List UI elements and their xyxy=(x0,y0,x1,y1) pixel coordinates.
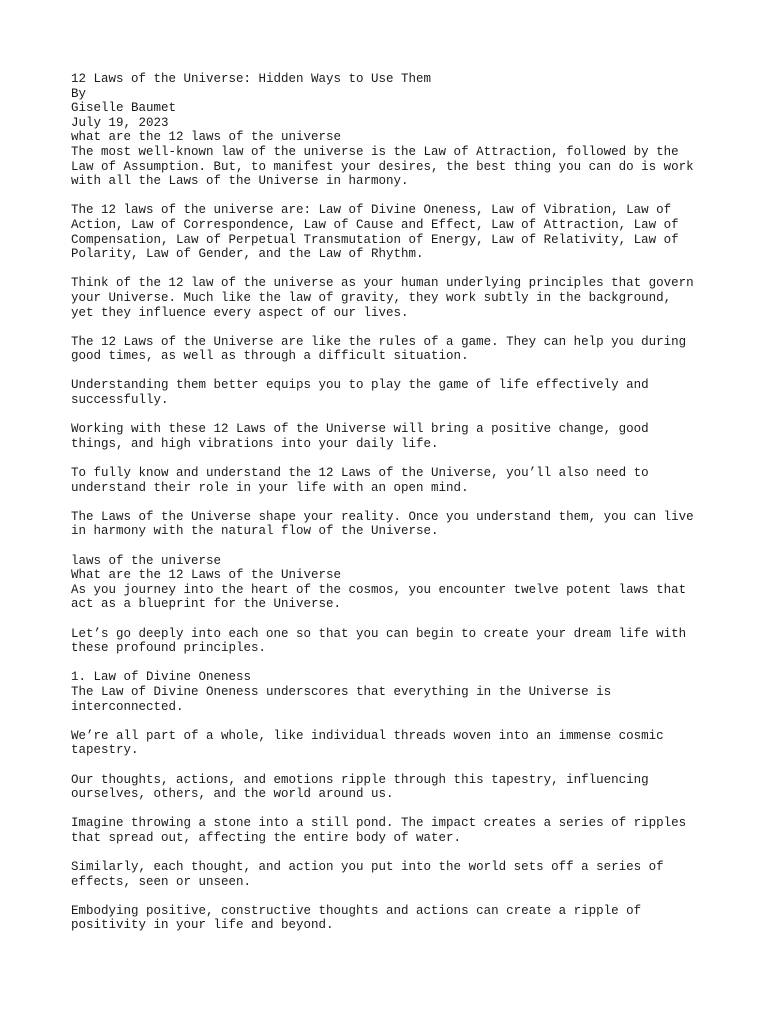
paragraph-line: The Law of Divine Oneness underscores that everything in the Universe is xyxy=(71,684,612,699)
paragraph-line: in harmony with the natural flow of the Universe. xyxy=(71,524,439,539)
paragraph-line: interconnected. xyxy=(71,699,184,714)
paragraph xyxy=(71,203,711,261)
paragraph-line: Think of the 12 law of the universe as your human underlying principles that govern xyxy=(71,276,694,291)
author-name: Giselle Baumet xyxy=(71,101,177,116)
paragraph xyxy=(71,729,711,758)
paragraph-line: To fully know and understand the 12 Laws of the Universe, you’ll also need to xyxy=(71,466,649,481)
paragraph-line: Understanding them better equips you to play the game of life effectively and xyxy=(71,378,649,393)
paragraph-line: ourselves, others, and the world around us. xyxy=(71,787,394,802)
paragraph-line: The 12 laws of the universe are: Law of Divine Oneness, Law of Vibration, Law of xyxy=(71,203,672,218)
paragraph-line: Action, Law of Correspondence, Law of Cause and Effect, Law of Attraction, Law of xyxy=(71,217,679,232)
paragraph xyxy=(71,466,711,495)
paragraph-line: What are the 12 Laws of the Universe xyxy=(71,568,342,583)
paragraph-line: As you journey into the heart of the cosmos, you encounter twelve potent laws that xyxy=(71,582,687,597)
paragraph-line: laws of the universe xyxy=(71,553,222,568)
paragraph xyxy=(71,378,711,407)
paragraph-line: with all the Laws of the Universe in harmony. xyxy=(71,174,409,189)
paragraph-line: The most well-known law of the universe is the Law of Attraction, followed by the xyxy=(71,144,679,159)
paragraph-line: Our thoughts, actions, and emotions ripple through this tapestry, influencing xyxy=(71,772,649,787)
paragraph xyxy=(71,554,711,612)
paragraph-line: Polarity, Law of Gender, and the Law of Rhythm. xyxy=(71,247,424,262)
paragraph-line: Working with these 12 Laws of the Universe will bring a positive change, good xyxy=(71,422,649,437)
paragraph-line: effects, seen or unseen. xyxy=(71,874,252,889)
paragraph-line: Compensation, Law of Perpetual Transmutation of Energy, Law of Relativity, Law of xyxy=(71,232,679,247)
paragraph-line: yet they influence every aspect of our lives. xyxy=(71,305,409,320)
paragraph-line: Embodying positive, constructive thoughts and actions can create a ripple of xyxy=(71,903,642,918)
paragraph-line: The Laws of the Universe shape your reality. Once you understand them, you can live xyxy=(71,509,694,524)
paragraph-line: that spread out, affecting the entire body of water. xyxy=(71,830,462,845)
paragraph-line: tapestry. xyxy=(71,743,139,758)
paragraph-line: these profound principles. xyxy=(71,641,267,656)
paragraph-line: things, and high vibrations into your daily life. xyxy=(71,436,439,451)
paragraph-line: act as a blueprint for the Universe. xyxy=(71,597,342,612)
paragraph-line: The 12 Laws of the Universe are like the rules of a game. They can help you during xyxy=(71,334,687,349)
paragraph-line: positivity in your life and beyond. xyxy=(71,918,334,933)
document-header xyxy=(71,72,711,145)
paragraph-line: good times, as well as through a difficult situation. xyxy=(71,349,469,364)
paragraph xyxy=(71,276,711,320)
paragraph xyxy=(71,145,711,189)
paragraph-line: understand their role in your life with an open mind. xyxy=(71,480,469,495)
paragraph xyxy=(71,670,711,714)
paragraph-line: We’re all part of a whole, like individual threads woven into an immense cosmic xyxy=(71,728,664,743)
section-label: what are the 12 laws of the universe xyxy=(71,130,342,145)
paragraph xyxy=(71,773,711,802)
document-page xyxy=(71,72,711,948)
paragraph-line: Imagine throwing a stone into a still pond. The impact creates a series of ripples xyxy=(71,816,687,831)
paragraph xyxy=(71,816,711,845)
paragraph xyxy=(71,904,711,933)
paragraph-line: your Universe. Much like the law of gravity, they work subtly in the background, xyxy=(71,290,672,305)
document-body xyxy=(71,145,711,933)
paragraph xyxy=(71,860,711,889)
byline-label: By xyxy=(71,86,87,101)
publish-date: July 19, 2023 xyxy=(71,115,169,130)
paragraph-line: Law of Assumption. But, to manifest your desires, the best thing you can do is work xyxy=(71,159,694,174)
paragraph xyxy=(71,510,711,539)
paragraph xyxy=(71,422,711,451)
document-title: 12 Laws of the Universe: Hidden Ways to Use Them xyxy=(71,72,432,86)
paragraph xyxy=(71,627,711,656)
paragraph-line: 1. Law of Divine Oneness xyxy=(71,670,252,685)
paragraph-line: Similarly, each thought, and action you put into the world sets off a series of xyxy=(71,860,664,875)
paragraph-line: successfully. xyxy=(71,393,169,408)
paragraph-line: Let’s go deeply into each one so that you can begin to create your dream life with xyxy=(71,626,687,641)
paragraph xyxy=(71,335,711,364)
